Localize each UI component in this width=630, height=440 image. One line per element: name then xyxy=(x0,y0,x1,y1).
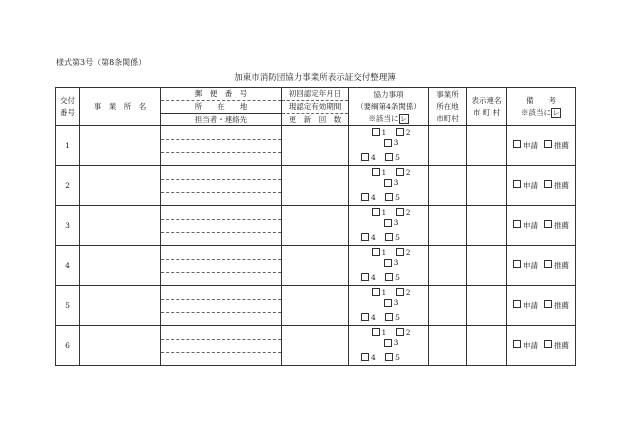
table-row xyxy=(56,166,576,206)
option-2-checkbox[interactable] xyxy=(396,248,404,256)
option-2-checkbox[interactable] xyxy=(396,328,404,336)
cooperation-cell xyxy=(349,326,429,366)
option-label: 3 xyxy=(393,138,399,148)
address-cell[interactable] xyxy=(161,246,282,286)
remarks-cell xyxy=(507,206,576,246)
contact-line[interactable] xyxy=(161,232,281,245)
business-name-cell[interactable] xyxy=(80,126,161,166)
option-label: 4 xyxy=(371,152,376,162)
row-number: 1 xyxy=(56,126,80,166)
option-3-checkbox[interactable] xyxy=(384,219,392,227)
option-label: 5 xyxy=(395,232,400,242)
recommend-label: 推薦 xyxy=(554,181,569,190)
option-label: 3 xyxy=(393,178,399,188)
business-name-cell[interactable] xyxy=(80,206,161,246)
location-city-cell[interactable] xyxy=(429,326,467,366)
option-5-checkbox[interactable] xyxy=(385,353,393,361)
request-label: 申請 xyxy=(523,221,538,230)
header-row xyxy=(56,88,576,126)
option-2-checkbox[interactable] xyxy=(396,128,404,136)
remarks-cell xyxy=(507,286,576,326)
option-5-checkbox[interactable] xyxy=(385,313,393,321)
recommend-checkbox[interactable] xyxy=(544,140,552,148)
register-body xyxy=(56,126,576,366)
option-4-checkbox[interactable] xyxy=(361,313,369,321)
row-number: 2 xyxy=(56,166,80,206)
option-label: 4 xyxy=(371,352,376,362)
header-renewal-count: 更 新 回 数 xyxy=(282,113,348,126)
recommend-label: 推薦 xyxy=(554,261,569,270)
option-label: 3 xyxy=(393,338,399,348)
location-city-cell[interactable] xyxy=(429,166,467,206)
option-3-checkbox[interactable] xyxy=(384,139,392,147)
request-checkbox[interactable] xyxy=(513,220,521,228)
option-5-checkbox[interactable] xyxy=(385,193,393,201)
table-row xyxy=(56,126,576,166)
business-name-cell[interactable] xyxy=(80,166,161,206)
dates-cell[interactable] xyxy=(282,206,349,246)
option-label: 4 xyxy=(371,192,376,202)
request-checkbox[interactable] xyxy=(513,260,521,268)
display-city-cell[interactable] xyxy=(467,286,507,326)
address-cell[interactable] xyxy=(161,166,282,206)
header-initial-date: 初回認定年月日 xyxy=(288,89,342,98)
contact-line[interactable] xyxy=(161,192,281,205)
request-label: 申請 xyxy=(523,181,538,190)
location-city-cell[interactable] xyxy=(429,246,467,286)
option-label: 2 xyxy=(405,167,411,177)
row-number: 6 xyxy=(56,326,80,366)
header-remarks: 備 考 ※該当に レ xyxy=(507,88,576,126)
recommend-checkbox[interactable] xyxy=(544,300,552,308)
dates-cell[interactable] xyxy=(282,166,349,206)
address-line[interactable] xyxy=(161,179,281,192)
option-label: 2 xyxy=(405,327,411,337)
dates-cell[interactable] xyxy=(282,246,349,286)
header-postal-code: 郵 便 番 号 xyxy=(194,89,248,98)
header-expiry: 現認定有効期間 xyxy=(282,100,348,113)
register-table xyxy=(55,87,576,366)
request-checkbox[interactable] xyxy=(513,340,521,348)
row-number: 4 xyxy=(56,246,80,286)
location-city-cell[interactable] xyxy=(429,206,467,246)
form-number: 様式第3号（第8条関係） xyxy=(56,58,147,67)
remarks-cell xyxy=(507,126,576,166)
request-checkbox[interactable] xyxy=(513,300,521,308)
remarks-cell xyxy=(507,326,576,366)
option-4-checkbox[interactable] xyxy=(361,193,369,201)
remarks-cell xyxy=(507,166,576,206)
option-label: 2 xyxy=(405,247,411,257)
contact-line[interactable] xyxy=(161,352,281,365)
option-3-checkbox[interactable] xyxy=(384,339,392,347)
header-address: 所 在 地 xyxy=(161,100,281,113)
option-5-checkbox[interactable] xyxy=(385,153,393,161)
cooperation-cell xyxy=(349,246,429,286)
option-4-checkbox[interactable] xyxy=(361,233,369,241)
contact-line[interactable] xyxy=(161,152,281,165)
header-contact: 担当者・連絡先 xyxy=(161,113,281,126)
option-1-checkbox[interactable] xyxy=(372,128,380,136)
location-city-cell[interactable] xyxy=(429,126,467,166)
header-address-group xyxy=(161,88,282,126)
recommend-checkbox[interactable] xyxy=(544,340,552,348)
address-cell[interactable] xyxy=(161,286,282,326)
header-number: 交付 番号 xyxy=(56,88,80,126)
option-label: 1 xyxy=(381,327,387,337)
table-row xyxy=(56,326,576,366)
option-label: 3 xyxy=(393,218,399,228)
business-name-cell[interactable] xyxy=(80,286,161,326)
option-4-checkbox[interactable] xyxy=(361,153,369,161)
option-label: 3 xyxy=(393,258,399,268)
option-label: 5 xyxy=(395,312,400,322)
address-line[interactable] xyxy=(161,299,281,312)
document-title: 加東市消防団協力事業所表示証交付整理簿 xyxy=(234,73,396,83)
remarks-cell xyxy=(507,246,576,286)
option-label: 2 xyxy=(405,127,411,137)
display-city-cell[interactable] xyxy=(467,206,507,246)
cooperation-cell xyxy=(349,126,429,166)
option-3-checkbox[interactable] xyxy=(384,179,392,187)
option-2-checkbox[interactable] xyxy=(396,168,404,176)
option-5-checkbox[interactable] xyxy=(385,273,393,281)
option-label: 2 xyxy=(405,287,411,297)
address-line[interactable] xyxy=(161,339,281,352)
recommend-checkbox[interactable] xyxy=(544,220,552,228)
option-label: 1 xyxy=(381,287,387,297)
option-1-checkbox[interactable] xyxy=(372,168,380,176)
display-city-cell[interactable] xyxy=(467,166,507,206)
address-line[interactable] xyxy=(161,219,281,232)
option-4-checkbox[interactable] xyxy=(361,353,369,361)
request-checkbox[interactable] xyxy=(513,180,521,188)
option-4-checkbox[interactable] xyxy=(361,273,369,281)
option-label: 1 xyxy=(381,127,387,137)
address-line[interactable] xyxy=(161,259,281,272)
option-label: 4 xyxy=(371,232,376,242)
header-display-city: 表示連名 市 町 村 xyxy=(467,88,507,126)
checkmark-icon: レ xyxy=(552,108,560,117)
option-label: 5 xyxy=(395,272,400,282)
row-number: 3 xyxy=(56,206,80,246)
header-location-city: 事業所 所在地 市町村 xyxy=(429,88,467,126)
address-cell[interactable] xyxy=(161,206,282,246)
location-city-cell[interactable] xyxy=(429,286,467,326)
option-label: 1 xyxy=(381,167,387,177)
address-line[interactable] xyxy=(161,139,281,152)
display-city-cell[interactable] xyxy=(467,126,507,166)
table-row xyxy=(56,286,576,326)
table-row xyxy=(56,206,576,246)
contact-line[interactable] xyxy=(161,312,281,325)
business-name-cell[interactable] xyxy=(80,246,161,286)
option-label: 5 xyxy=(395,152,400,162)
recommend-label: 推薦 xyxy=(554,221,569,230)
option-1-checkbox[interactable] xyxy=(372,328,380,336)
option-1-checkbox[interactable] xyxy=(372,288,380,296)
request-label: 申請 xyxy=(523,261,538,270)
option-3-checkbox[interactable] xyxy=(384,259,392,267)
dates-cell[interactable] xyxy=(282,126,349,166)
header-cooperation: 協力事項 （要綱第4条関係） ※該当に レ xyxy=(349,88,429,126)
cooperation-cell xyxy=(349,166,429,206)
display-city-cell[interactable] xyxy=(467,326,507,366)
address-cell[interactable] xyxy=(161,326,282,366)
row-number: 5 xyxy=(56,286,80,326)
cooperation-cell xyxy=(349,286,429,326)
address-cell[interactable] xyxy=(161,126,282,166)
option-label: 5 xyxy=(395,192,400,202)
checkmark-icon: レ xyxy=(400,114,407,123)
option-label: 4 xyxy=(371,272,376,282)
display-city-cell[interactable] xyxy=(467,246,507,286)
recommend-label: 推薦 xyxy=(554,301,569,310)
request-checkbox[interactable] xyxy=(513,140,521,148)
recommend-label: 推薦 xyxy=(554,141,569,150)
option-5-checkbox[interactable] xyxy=(385,233,393,241)
cooperation-cell xyxy=(349,206,429,246)
option-label: 3 xyxy=(393,298,399,308)
contact-line[interactable] xyxy=(161,272,281,285)
option-3-checkbox[interactable] xyxy=(384,299,392,307)
option-1-checkbox[interactable] xyxy=(372,248,380,256)
recommend-checkbox[interactable] xyxy=(544,180,552,188)
request-label: 申請 xyxy=(523,141,538,150)
option-1-checkbox[interactable] xyxy=(372,208,380,216)
request-label: 申請 xyxy=(523,341,538,350)
table-row xyxy=(56,246,576,286)
dates-cell[interactable] xyxy=(282,286,349,326)
option-label: 2 xyxy=(405,207,411,217)
option-2-checkbox[interactable] xyxy=(396,208,404,216)
business-name-cell[interactable] xyxy=(80,326,161,366)
recommend-checkbox[interactable] xyxy=(544,260,552,268)
recommend-label: 推薦 xyxy=(554,341,569,350)
option-2-checkbox[interactable] xyxy=(396,288,404,296)
option-label: 5 xyxy=(395,352,400,362)
header-business-name: 事 業 所 名 xyxy=(80,88,161,126)
option-label: 4 xyxy=(371,312,376,322)
header-dates-group xyxy=(282,88,349,126)
request-label: 申請 xyxy=(523,301,538,310)
option-label: 1 xyxy=(381,207,387,217)
dates-cell[interactable] xyxy=(282,326,349,366)
option-label: 1 xyxy=(381,247,387,257)
